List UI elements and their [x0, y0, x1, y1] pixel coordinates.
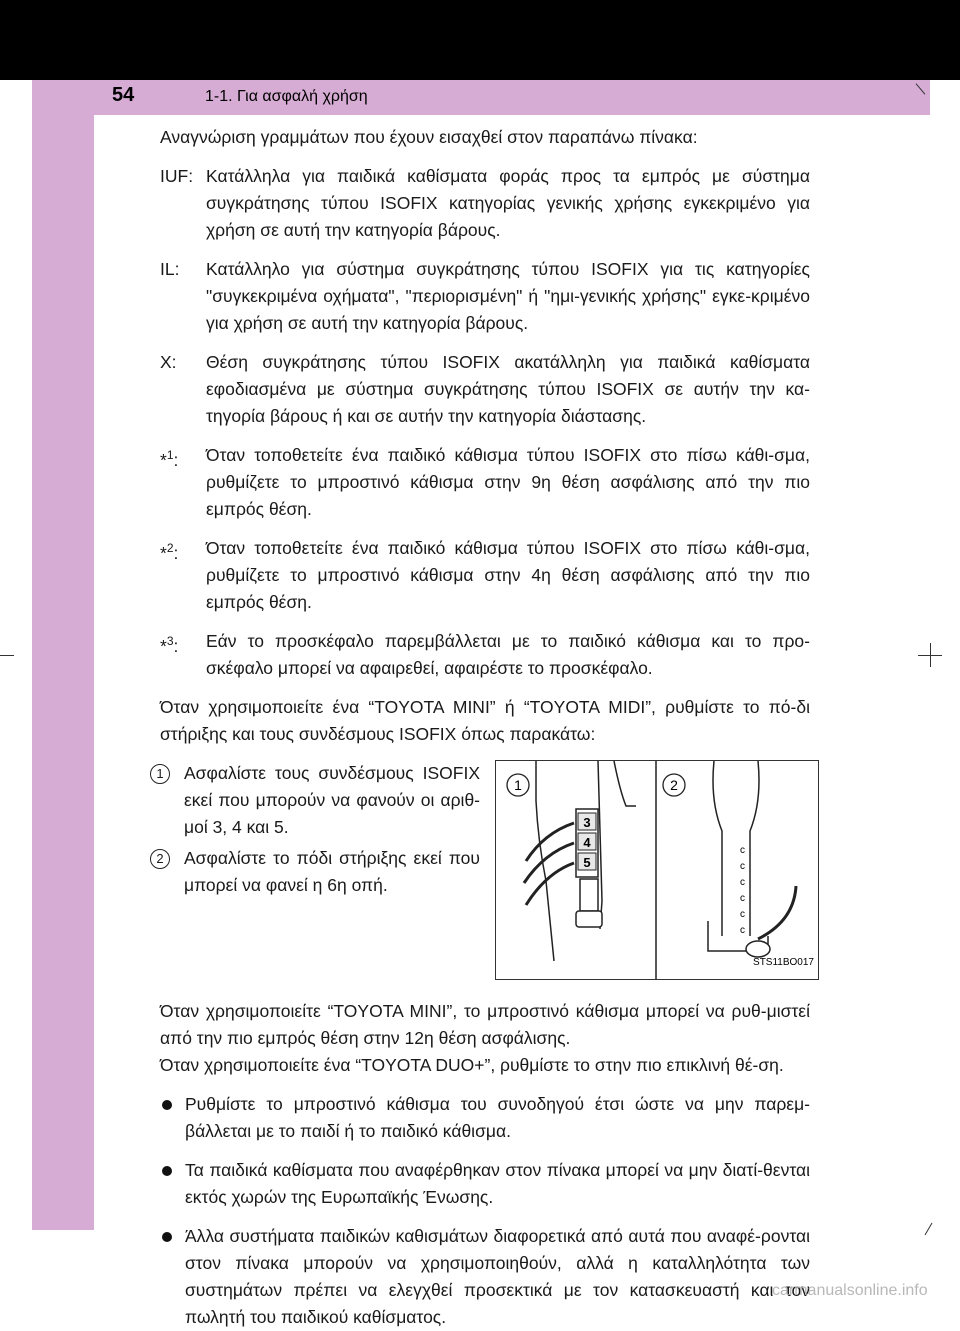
bullet-item	[160, 1157, 810, 1211]
arrow-to-6th-hole	[758, 886, 796, 939]
step-2	[156, 845, 480, 899]
figure-code: STS11BO017	[753, 957, 814, 968]
bullet-text: Άλλα συστήματα παιδικών καθισμάτων διαφορετικά από αυτά που αναφέ-ρονται στον πίνακα μπορούν να χρησιμοποιηθούν, αλλά η καταλληλότητα των συστημάτων πρέπει να ελεγχθεί προσεκτικά με τον κατασκευαστή και τον πωλητή του παιδικού καθίσματος.	[185, 1226, 810, 1327]
footnote-2	[160, 535, 810, 616]
footnote-text: Όταν τοποθετείτε ένα παιδικό κάθισμα τύπου ISOFIX στο πίσω κάθι-σμα, ρυθμίζετε το μπροστινό κάθισμα στην 4η θέση ασφάλισης από την πιο εμπρός θέση.	[206, 538, 810, 612]
crop-mark	[930, 643, 931, 667]
figure-label-2: 2	[670, 777, 678, 793]
definition-key: IL:	[160, 259, 180, 279]
footnote-1	[160, 442, 810, 523]
footnote-marker	[160, 628, 206, 682]
page-content	[156, 124, 814, 1331]
definition-text: Κατάλληλα για παιδικά καθίσματα φοράς προς τα εμπρός με σύστημα συγκράτησης τύπου ISOFIX κατηγορίας γενικής χρήσης εγκεκριμένο για χρήση σε αυτή την κατηγορία βάρους.	[206, 166, 810, 240]
footnote-3	[160, 628, 810, 682]
footnote-star: *	[160, 635, 167, 656]
definition-key: X:	[160, 352, 177, 372]
slot-label-5: 5	[583, 855, 591, 870]
definition-iuf	[160, 163, 810, 244]
footnote-star: *	[160, 449, 167, 470]
slot-label-4: 4	[583, 835, 591, 850]
seat-back-outline	[598, 761, 636, 929]
step-number: 2	[150, 849, 170, 869]
svg-text:c: c	[740, 893, 745, 904]
support-leg-holes	[740, 845, 745, 936]
bullet-text: Τα παιδικά καθίσματα που αναφέρθηκαν στον πίνακα μπορεί να μην διατί-θενται εκτός χωρών της Ευρωπαϊκής Ένωσης.	[185, 1160, 810, 1207]
step-text: Ασφαλίστε το πόδι στήριξης εκεί που μπορεί να φανεί η 6η οπή.	[184, 848, 480, 895]
definition-text: Θέση συγκράτησης τύπου ISOFIX ακατάλληλη για παιδικά καθίσματα εφοδιασμένα με σύστημα συγκράτησης τύπου ISOFIX σε αυτήν την κα-τηγορία βάρους ή και σε αυτήν την κατηγορία διάστασης.	[206, 352, 810, 426]
top-black-band	[0, 0, 960, 80]
isofix-illustration	[495, 760, 819, 980]
footnote-colon: :	[173, 542, 179, 563]
step-1	[156, 760, 480, 841]
bullet-dot-icon	[162, 1166, 172, 1176]
isofix-latch-end	[576, 911, 602, 927]
steps-with-figure	[156, 760, 814, 990]
page-number: 54	[112, 84, 135, 106]
footer-watermark: carmanualsonline.info	[772, 1282, 928, 1299]
footnote-marker	[160, 535, 206, 616]
definition-il	[160, 256, 810, 337]
step-number: 1	[150, 764, 170, 784]
slot-label-3: 3	[583, 815, 591, 830]
footnote-number: 3	[166, 634, 174, 648]
svg-text:c: c	[740, 861, 745, 872]
definition-x	[160, 349, 810, 430]
step-text: Ασφαλίστε τους συνδέσμους ISOFIX εκεί που μπορούν να φανούν οι αριθ-μοί 3, 4 και 5.	[184, 763, 480, 837]
isofix-latch	[580, 879, 598, 911]
page-side-band	[32, 80, 94, 1230]
footnote-marker	[160, 442, 206, 523]
support-leg-outline	[713, 761, 759, 936]
svg-text:c: c	[740, 909, 745, 920]
isofix-illustration-drawing	[496, 761, 818, 979]
footnote-number: 2	[166, 541, 174, 555]
footnote-text: Εάν το προσκέφαλο παρεμβάλλεται με το παιδικό κάθισμα και το προ-σκέφαλο μπορεί να αφαιρεθεί, αφαιρέστε το προσκέφαλο.	[206, 631, 810, 678]
svg-text:c: c	[740, 877, 745, 888]
definition-text: Κατάλληλο για σύστημα συγκράτησης τύπου ISOFIX για τις κατηγορίες "συγκεκριμένα οχήματα", "περιορισμένη" ή "ημι-γενικής χρήσης" εγκε-κριμένο για χρήση σε αυτή την κατηγορία βάρους.	[206, 259, 810, 333]
crop-mark	[0, 655, 14, 656]
section-title: 1-1. Για ασφαλή χρήση	[205, 88, 368, 105]
footnote-colon: :	[173, 449, 179, 470]
svg-text:c: c	[740, 925, 745, 936]
footnote-star: *	[160, 542, 167, 563]
bullet-dot-icon	[162, 1232, 172, 1242]
footnote-colon: :	[173, 635, 179, 656]
svg-text:c: c	[740, 845, 745, 856]
footnote-number: 1	[166, 448, 174, 462]
bullet-dot-icon	[162, 1100, 172, 1110]
definition-key: IUF:	[160, 166, 194, 186]
bullet-item	[160, 1091, 810, 1145]
legend-intro: Αναγνώριση γραμμάτων που έχουν εισαχθεί στον παραπάνω πίνακα:	[160, 127, 698, 147]
crop-mark	[925, 1223, 933, 1236]
bullet-text: Ρυθμίστε το μπροστινό κάθισμα του συνοδηγού έτσι ώστε να μην παρεμ-βάλλεται με το παιδί ή το παιδικό κάθισμα.	[185, 1094, 810, 1141]
mini-note: Όταν χρησιμοποιείτε “TOYOTA MINI”, το μπροστινό κάθισμα μπορεί να ρυθ-μιστεί από την πιο εμπρός θέση στην 12η θέση ασφάλισης.	[160, 1001, 810, 1048]
figure-label-1: 1	[514, 777, 522, 793]
duo-note: Όταν χρησιμοποιείτε ένα “TOYOTA DUO+”, ρυθμίστε το στην πιο επικλινή θέ-ση.	[160, 1055, 784, 1075]
footnote-text: Όταν τοποθετείτε ένα παιδικό κάθισμα τύπου ISOFIX στο πίσω κάθι-σμα, ρυθμίζετε το μπροστινό κάθισμα στην 9η θέση ασφάλισης από την πιο εμπρός θέση.	[206, 445, 810, 519]
mini-midi-paragraph: Όταν χρησιμοποιείτε ένα “TOYOTA MINI” ή “TOYOTA MIDI”, ρυθμίστε το πό-δι στήριξης και τους συνδέσμους ISOFIX όπως παρακάτω:	[160, 697, 810, 744]
